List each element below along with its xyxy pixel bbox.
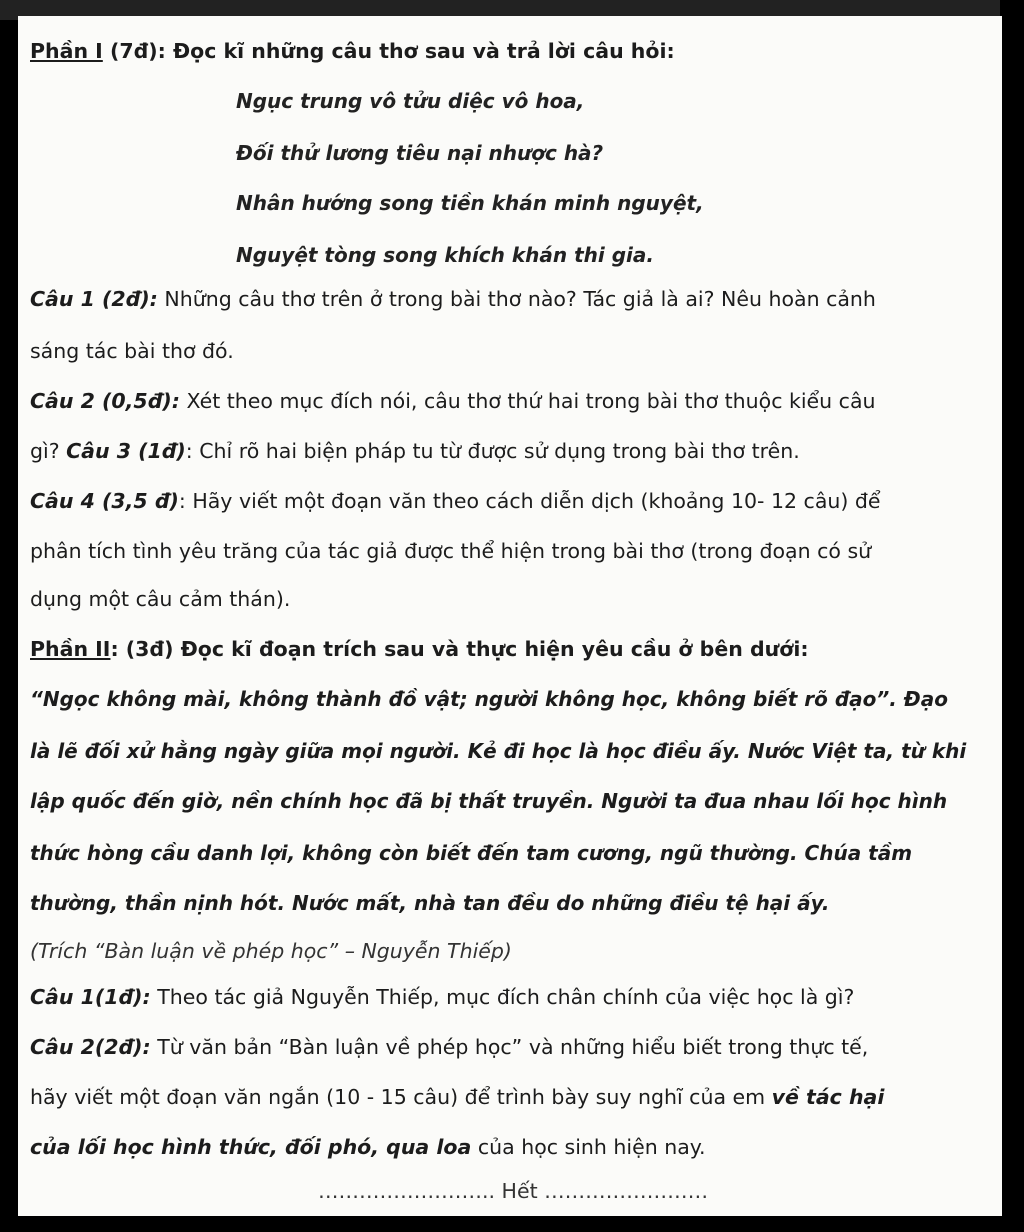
question-4-text: : Hãy viết một đoạn văn theo cách diễn dịch (khoảng 10- 12 câu) để xyxy=(178,489,881,513)
part2-question-2-line-1 xyxy=(30,1034,868,1060)
part2-label: Phần II xyxy=(30,637,111,661)
question-4-line-1 xyxy=(30,488,881,514)
question-2-text: Xét theo mục đích nói, câu thơ thứ hai trong bài thơ thuộc kiểu câu xyxy=(179,389,876,413)
poem-line-1: Ngục trung vô tửu diệc vô hoa, xyxy=(236,89,585,113)
passage-line-1: “Ngọc không mài, không thành đồ vật; người không học, không biết rõ đạo”. Đạo xyxy=(30,687,948,711)
question-1-label: Câu 1 (2đ): xyxy=(30,287,158,311)
part2-question-2-emphasis-2: của lối học hình thức, đối phó, qua loa xyxy=(30,1135,472,1159)
part2-question-2-emphasis: về tác hại xyxy=(771,1085,885,1109)
part2-question-2-label: Câu 2(2đ): xyxy=(30,1035,151,1059)
question-2-line-1 xyxy=(30,388,876,414)
question-3-label: Câu 3 (1đ) xyxy=(66,439,186,463)
part2-question-2-text-3: của học sinh hiện nay. xyxy=(471,1135,706,1159)
poem-line-3: Nhân hướng song tiền khán minh nguyệt, xyxy=(236,191,704,215)
poem-line-4: Nguyệt tòng song khích khán thi gia. xyxy=(236,243,654,267)
part2-question-2-line-2 xyxy=(30,1084,884,1110)
part2-question-2-line-3 xyxy=(30,1134,706,1160)
passage-source: (Trích “Bàn luận về phép học” – Nguyễn Thiếp) xyxy=(30,939,512,963)
part1-label: Phần I xyxy=(30,39,103,63)
question-3-text: : Chỉ rõ hai biện pháp tu từ được sử dụng trong bài thơ trên. xyxy=(185,439,800,463)
part2-question-2-text: Từ văn bản “Bàn luận về phép học” và những hiểu biết trong thực tế, xyxy=(150,1035,869,1059)
passage-line-2: là lẽ đối xử hằng ngày giữa mọi người. Kẻ đi học là học điều ấy. Nước Việt ta, từ khi xyxy=(30,739,967,763)
part2-question-1 xyxy=(30,984,854,1010)
question-4-line-3: dụng một câu cảm thán). xyxy=(30,587,291,611)
question-1-line-2: sáng tác bài thơ đó. xyxy=(30,339,234,363)
question-4-label: Câu 4 (3,5 đ) xyxy=(30,489,179,513)
exam-page xyxy=(18,16,1002,1216)
end-marker: …………………….. Hết …………………… xyxy=(318,1179,709,1203)
part1-heading xyxy=(30,38,675,64)
question-2-text-end: gì? xyxy=(30,439,67,463)
passage-line-3: lập quốc đến giờ, nền chính học đã bị thất truyền. Người ta đua nhau lối học hình xyxy=(30,789,948,813)
question-1-text: Những câu thơ trên ở trong bài thơ nào? Tác giả là ai? Nêu hoàn cảnh xyxy=(157,287,876,311)
part2-question-1-text: Theo tác giả Nguyễn Thiếp, mục đích chân chính của việc học là gì? xyxy=(150,985,855,1009)
part2-heading-text: : (3đ) Đọc kĩ đoạn trích sau và thực hiện yêu cầu ở bên dưới: xyxy=(110,637,809,661)
part1-heading-text: (7đ): Đọc kĩ những câu thơ sau và trả lời câu hỏi: xyxy=(102,39,675,63)
question-2-3-line xyxy=(30,438,800,464)
part2-heading xyxy=(30,636,809,662)
part2-question-2-text-2: hãy viết một đoạn văn ngắn (10 - 15 câu) để trình bày suy nghĩ của em xyxy=(30,1085,772,1109)
poem-line-2: Đối thử lương tiêu nại nhược hà? xyxy=(236,141,604,165)
question-1-line-1 xyxy=(30,286,876,312)
part2-question-1-label: Câu 1(1đ): xyxy=(30,985,151,1009)
passage-line-5: thường, thần nịnh hót. Nước mất, nhà tan đều do những điều tệ hại ấy. xyxy=(30,891,830,915)
passage-line-4: thức hòng cầu danh lợi, không còn biết đến tam cương, ngũ thường. Chúa tầm xyxy=(30,841,913,865)
question-2-label: Câu 2 (0,5đ): xyxy=(30,389,180,413)
question-4-line-2: phân tích tình yêu trăng của tác giả được thể hiện trong bài thơ (trong đoạn có sử xyxy=(30,539,872,563)
